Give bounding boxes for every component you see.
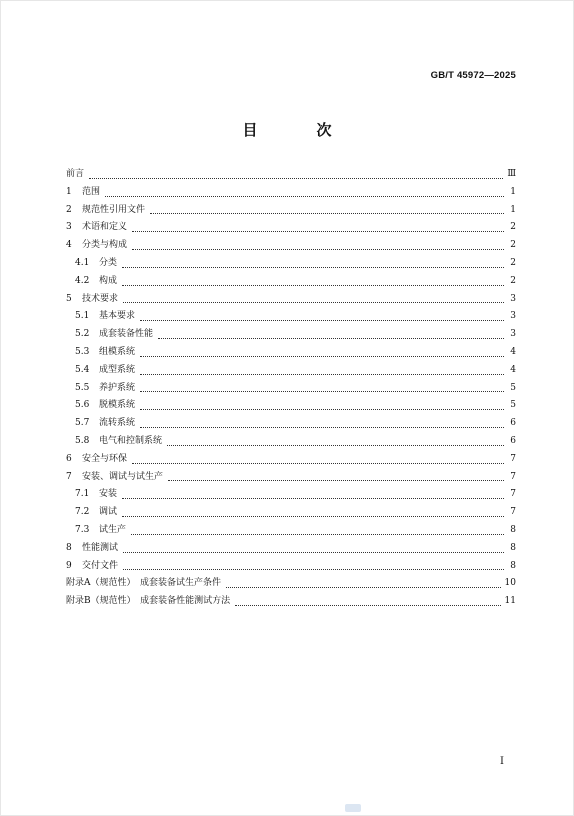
toc-entry[interactable] bbox=[66, 486, 516, 504]
toc-entry-number: 5.7 bbox=[75, 418, 90, 429]
toc-entry-page: 3 bbox=[510, 293, 516, 304]
toc-entry-page: 8 bbox=[510, 524, 516, 535]
toc-entry-label: 脱模系统 bbox=[99, 400, 136, 411]
toc-entry-number: 5.6 bbox=[75, 400, 90, 411]
toc-entry-page: 4 bbox=[510, 364, 516, 375]
toc-entry[interactable] bbox=[66, 469, 516, 487]
toc-entry-page: 7 bbox=[510, 489, 516, 500]
toc-leader-dots bbox=[122, 266, 504, 268]
toc-entry-page: 7 bbox=[510, 471, 516, 482]
toc-entry-number: 6 bbox=[66, 453, 72, 464]
toc-entry-number: 5.2 bbox=[75, 329, 90, 340]
toc-entry-page: 7 bbox=[510, 453, 516, 464]
toc-leader-dots bbox=[123, 568, 504, 570]
toc-entry-page: 5 bbox=[510, 400, 516, 411]
toc-entry[interactable] bbox=[66, 451, 516, 469]
toc-entry[interactable] bbox=[66, 504, 516, 522]
toc-entry-label: 性能测试 bbox=[82, 542, 119, 553]
toc-entry-label: 分类与构成 bbox=[82, 240, 128, 251]
toc-entry-number: 8 bbox=[66, 542, 72, 553]
toc-entry-page: 10 bbox=[504, 578, 516, 589]
toc-entry-label: 安装、调试与试生产 bbox=[82, 471, 164, 482]
toc-entry[interactable] bbox=[66, 237, 516, 255]
toc-leader-dots bbox=[105, 195, 504, 197]
toc-entry-label: 交付文件 bbox=[82, 560, 119, 571]
toc-entry-label: 术语和定义 bbox=[82, 222, 128, 233]
toc-entry-label: 范围 bbox=[82, 186, 101, 197]
toc-leader-dots bbox=[140, 390, 504, 392]
toc-entry-number: 7 bbox=[66, 471, 72, 482]
toc-entry[interactable] bbox=[66, 219, 516, 237]
toc-entry-label: 附录B（规范性） 成套装备性能测试方法 bbox=[66, 596, 231, 607]
toc-entry-number: 7.3 bbox=[75, 524, 90, 535]
toc-entry-page: 7 bbox=[510, 507, 516, 518]
toc-leader-dots bbox=[132, 230, 504, 232]
toc-entry-number: 5.8 bbox=[75, 435, 90, 446]
toc-entry-page: 11 bbox=[504, 596, 516, 607]
toc-entry-number: 4.2 bbox=[75, 275, 90, 286]
toc-entry-label: 电气和控制系统 bbox=[99, 435, 163, 446]
toc-entry-page: 6 bbox=[510, 435, 516, 446]
toc-entry[interactable] bbox=[66, 433, 516, 451]
toc-entry[interactable] bbox=[66, 575, 516, 593]
toc-entry-number: 4.1 bbox=[75, 257, 90, 268]
toc-entry-page: 3 bbox=[510, 329, 516, 340]
toc-entry-label: 流转系统 bbox=[99, 418, 136, 429]
toc-leader-dots bbox=[89, 177, 503, 179]
toc-entry-page: 1 bbox=[510, 186, 516, 197]
toc-entry-label: 成型系统 bbox=[99, 364, 136, 375]
toc-leader-dots bbox=[122, 284, 504, 286]
toc-leader-dots bbox=[140, 355, 504, 357]
toc-entry[interactable] bbox=[66, 362, 516, 380]
toc-leader-dots bbox=[140, 426, 504, 428]
toc-entry[interactable] bbox=[66, 184, 516, 202]
toc-entry-page: 8 bbox=[510, 560, 516, 571]
toc-entry-label: 成套装备性能 bbox=[99, 329, 154, 340]
toc-entry[interactable] bbox=[66, 166, 516, 184]
toc-title: 目 次 bbox=[242, 121, 354, 139]
toc-entry-number: 3 bbox=[66, 222, 72, 233]
toc-entry-number: 5.5 bbox=[75, 382, 90, 393]
standard-code: GB/T 45972—2025 bbox=[430, 70, 516, 81]
toc-leader-dots bbox=[131, 533, 504, 535]
toc-entry[interactable] bbox=[66, 522, 516, 540]
toc-entry-number: 7.2 bbox=[75, 507, 90, 518]
toc-leader-dots bbox=[226, 586, 501, 588]
toc-leader-dots bbox=[132, 248, 504, 250]
page-folio: I bbox=[500, 756, 504, 767]
toc-entry-page: 8 bbox=[510, 542, 516, 553]
toc-leader-dots bbox=[122, 515, 504, 517]
toc-entry-page: 2 bbox=[510, 222, 516, 233]
toc-entry[interactable] bbox=[66, 593, 516, 611]
toc-entry-label: 技术要求 bbox=[82, 293, 119, 304]
toc-entry-number: 5 bbox=[66, 293, 72, 304]
toc-entry-label: 试生产 bbox=[99, 524, 127, 535]
toc-leader-dots bbox=[235, 604, 500, 606]
toc-entry-number: 7.1 bbox=[75, 489, 90, 500]
toc-entry-label: 分类 bbox=[99, 257, 118, 268]
toc-leader-dots bbox=[140, 408, 504, 410]
toc-entry-number: 5.3 bbox=[75, 346, 90, 357]
toc-entry-page: 1 bbox=[510, 204, 516, 215]
toc-entry-label: 调试 bbox=[99, 507, 118, 518]
toc-entry[interactable] bbox=[66, 380, 516, 398]
toc-entry-label: 附录A（规范性） 成套装备试生产条件 bbox=[66, 578, 222, 589]
toc-entry[interactable] bbox=[66, 255, 516, 273]
toc-entry[interactable] bbox=[66, 397, 516, 415]
table-of-contents bbox=[66, 166, 516, 611]
toc-entry-label: 安装 bbox=[99, 489, 118, 500]
toc-entry-number: 1 bbox=[66, 186, 72, 197]
toc-entry-page: 2 bbox=[510, 257, 516, 268]
toc-entry-label: 构成 bbox=[99, 275, 118, 286]
toc-leader-dots bbox=[167, 444, 504, 446]
toc-entry-page: 4 bbox=[510, 346, 516, 357]
toc-entry-page: 3 bbox=[510, 311, 516, 322]
watermark-stamp bbox=[345, 804, 361, 812]
toc-entry-page: 6 bbox=[510, 418, 516, 429]
toc-entry-number: 9 bbox=[66, 560, 72, 571]
toc-entry[interactable] bbox=[66, 202, 516, 220]
toc-entry-label: 安全与环保 bbox=[82, 453, 128, 464]
toc-entry[interactable] bbox=[66, 415, 516, 433]
toc-entry-page: 2 bbox=[510, 275, 516, 286]
toc-leader-dots bbox=[150, 212, 504, 214]
toc-leader-dots bbox=[168, 479, 504, 481]
toc-leader-dots bbox=[123, 551, 504, 553]
toc-entry-page: Ⅲ bbox=[507, 169, 516, 179]
toc-leader-dots bbox=[122, 497, 504, 499]
toc-entry-page: 5 bbox=[510, 382, 516, 393]
toc-leader-dots bbox=[123, 301, 504, 303]
toc-leader-dots bbox=[140, 373, 504, 375]
toc-entry[interactable] bbox=[66, 308, 516, 326]
toc-entry-label: 养护系统 bbox=[99, 382, 136, 393]
toc-entry[interactable] bbox=[66, 344, 516, 362]
toc-entry-label: 组模系统 bbox=[99, 346, 136, 357]
toc-entry[interactable] bbox=[66, 291, 516, 309]
toc-leader-dots bbox=[158, 337, 504, 339]
toc-entry-number: 5.1 bbox=[75, 311, 90, 322]
toc-entry-label: 规范性引用文件 bbox=[82, 204, 146, 215]
toc-entry-page: 2 bbox=[510, 240, 516, 251]
toc-entry[interactable] bbox=[66, 558, 516, 576]
toc-entry[interactable] bbox=[66, 540, 516, 558]
toc-entry-number: 2 bbox=[66, 204, 72, 215]
toc-entry-label: 前言 bbox=[66, 169, 85, 179]
toc-entry[interactable] bbox=[66, 273, 516, 291]
toc-entry-label: 基本要求 bbox=[99, 311, 136, 322]
toc-entry[interactable] bbox=[66, 326, 516, 344]
toc-leader-dots bbox=[132, 462, 504, 464]
toc-entry-number: 4 bbox=[66, 240, 72, 251]
toc-entry-number: 5.4 bbox=[75, 364, 90, 375]
toc-leader-dots bbox=[140, 319, 504, 321]
